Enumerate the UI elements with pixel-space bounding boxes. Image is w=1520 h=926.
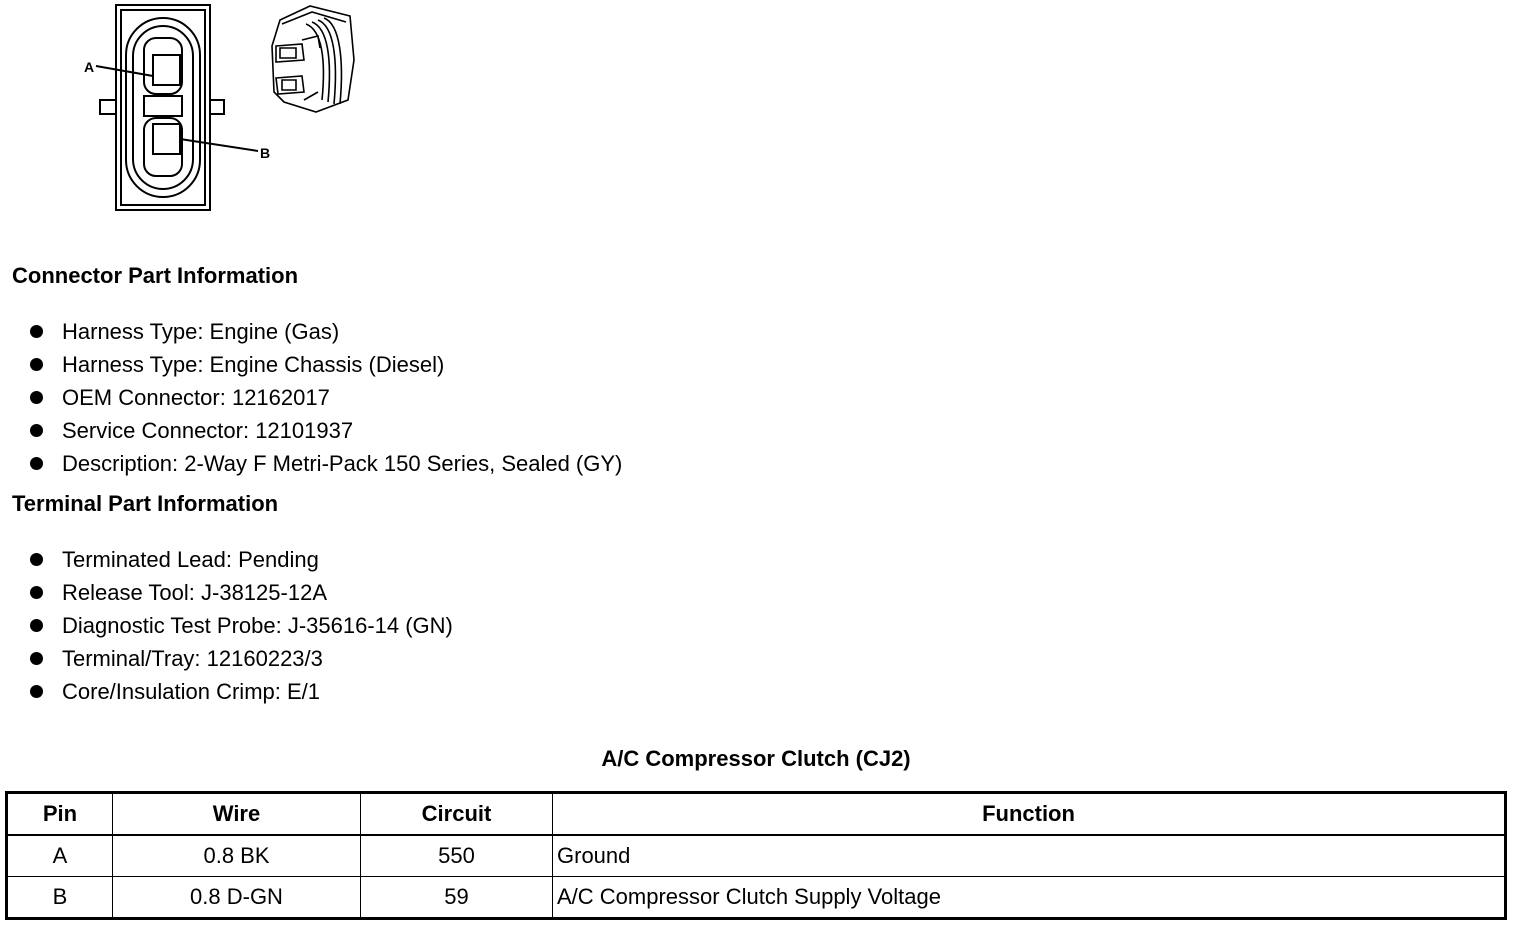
cell-circuit: 59 [361,877,553,919]
list-item: Harness Type: Engine Chassis (Diesel) [28,348,622,381]
cell-function: A/C Compressor Clutch Supply Voltage [553,877,1506,919]
list-item: Terminal/Tray: 12160223/3 [28,642,453,675]
list-item: Core/Insulation Crimp: E/1 [28,675,453,708]
table-row [7,835,1506,877]
table-header-row [7,793,1506,836]
bullet-icon [30,619,43,632]
cell-pin: B [7,877,113,919]
terminal-info-list [28,543,453,708]
pin-label-b: B [260,145,271,161]
bullet-icon [30,424,43,437]
list-item: Terminated Lead: Pending [28,543,453,576]
bullet-icon [30,586,43,599]
cell-wire: 0.8 BK [113,835,361,877]
header-wire: Wire [113,793,361,836]
connector-face-diagram [80,0,290,216]
table-row [7,877,1506,919]
list-item: Diagnostic Test Probe: J-35616-14 (GN) [28,609,453,642]
cell-function: Ground [553,835,1506,877]
bullet-icon [30,652,43,665]
header-circuit: Circuit [361,793,553,836]
bullet-icon [30,685,43,698]
cell-circuit: 550 [361,835,553,877]
connector-info-title: Connector Part Information [12,263,299,288]
connector-info-list [28,315,622,480]
list-item: Description: 2-Way F Metri-Pack 150 Series, Sealed (GY) [28,447,622,480]
bullet-icon [30,325,43,338]
header-function: Function [553,793,1506,836]
bullet-icon [30,391,43,404]
cell-pin: A [7,835,113,877]
cell-wire: 0.8 D-GN [113,877,361,919]
bullet-icon [30,457,43,470]
list-item: OEM Connector: 12162017 [28,381,622,414]
list-item: Service Connector: 12101937 [28,414,622,447]
pin-table [5,791,1507,920]
connector-3d-view [262,0,362,120]
list-item: Harness Type: Engine (Gas) [28,315,622,348]
header-pin: Pin [7,793,113,836]
table-title: A/C Compressor Clutch (CJ2) [601,746,911,771]
list-item: Release Tool: J-38125-12A [28,576,453,609]
terminal-info-title: Terminal Part Information [12,491,279,516]
bullet-icon [30,358,43,371]
bullet-icon [30,553,43,566]
pin-label-a: A [84,59,95,75]
